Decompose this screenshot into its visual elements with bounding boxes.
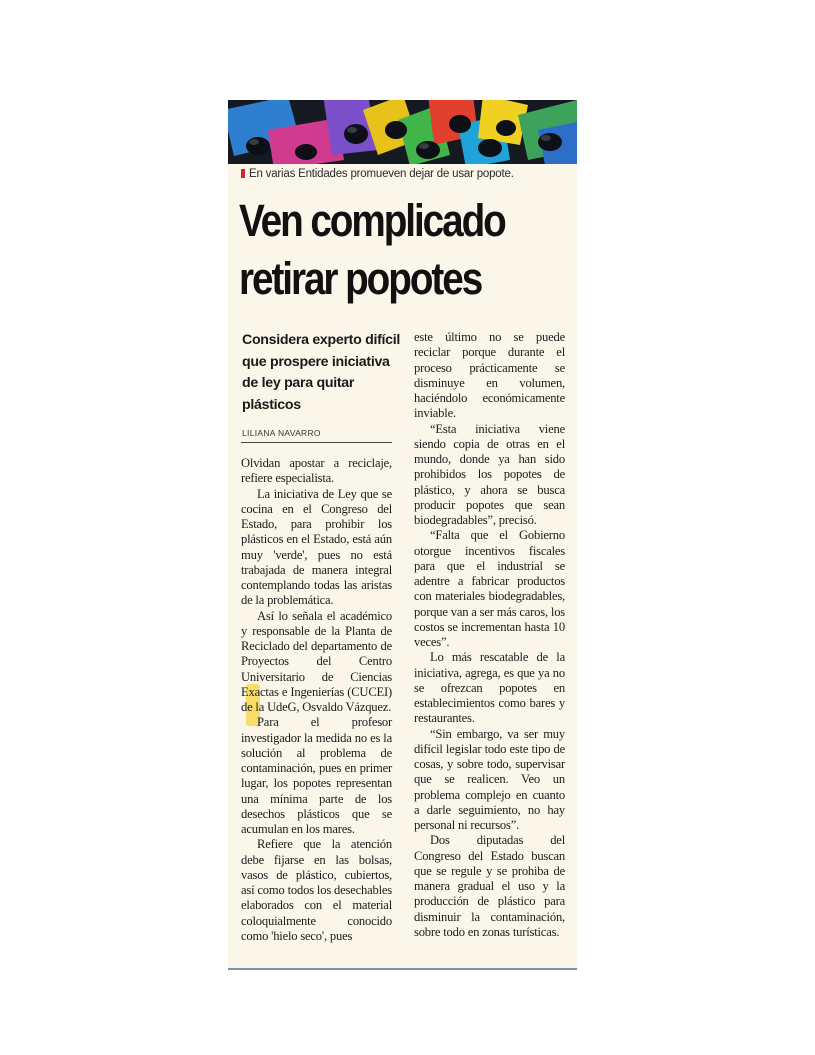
article-paragraph: “Falta que el Gobierno otorgue incentivos fiscales para que el industrial se adentre a fabricar productos con materiales biodegradables, porque van a ser más caros, los costos se incrementan hasta 10 veces”. — [414, 528, 565, 649]
photo-caption — [241, 168, 571, 180]
article-paragraph: Así lo señala el académico y responsable de la Planta de Reciclado del departamento de Proyectos del Centro Universitario de Ciencias Exactas e Ingenierías (CUCEI) de la UdeG, Osvaldo Vázquez. — [241, 608, 392, 714]
article-column-right — [414, 330, 565, 940]
article-paragraph: Para el profesor investigador la medida no es la solución al problema de contaminación, pues en primer lugar, los popotes representan una mínima parte de los desechos plásticos que se acumulan en los mares. — [241, 715, 392, 836]
article-paragraph: Olvidan apostar a reciclaje, refiere especialista. — [241, 456, 392, 486]
byline: LILIANA NAVARRO — [242, 428, 321, 438]
caption-bullet-icon — [241, 169, 245, 178]
byline-rule — [241, 442, 392, 443]
article-paragraph: Lo más rescatable de la iniciativa, agrega, es que ya no se ofrezcan popotes en establecimientos como bares y restaurantes. — [414, 650, 565, 726]
article-paragraph: “Esta iniciativa viene siendo copia de otras en el mundo, donde ya han sido prohibidos los popotes de plástico, y ahora se busca producir popotes que sean biodegradables”, precisó. — [414, 421, 565, 527]
newspaper-clipping — [228, 100, 577, 970]
straws-photo — [228, 100, 577, 164]
caption-text: En varias Entidades promueven dejar de usar popote. — [249, 168, 514, 180]
subheadline: Considera experto difícil que prospere iniciativa de ley para quitar plásticos — [242, 332, 401, 413]
article-column-left — [241, 456, 392, 944]
article-paragraph: Refiere que la atención debe fijarse en las bolsas, vasos de plástico, cubiertos, así como todos los desechables elaborados con el material coloquialmente conocido como 'hielo seco', pues — [241, 837, 392, 943]
article-paragraph: este último no se puede reciclar porque durante el proceso prácticamente se disminuye en volumen, haciéndolo económicamente inviable. — [414, 330, 565, 421]
article-paragraph: “Sin embargo, va ser muy difícil legislar todo este tipo de cosas, y sobre todo, supervisar que se realicen. Veo un problema complejo en cuanto a darle seguimiento, no hay personal ni recursos”. — [414, 726, 565, 832]
headline — [239, 192, 527, 308]
headline-line-2: retirar popotes — [239, 253, 482, 304]
article-paragraph: Dos diputadas del Congreso del Estado buscan que se regule y se prohiba de manera gradual el uso y la producción de plástico para disminuir la contaminación, sobre todo en zonas turísticas. — [414, 833, 565, 939]
article-paragraph: La iniciativa de Ley que se cocina en el Congreso del Estado, para prohibir los plásticos en el Estado, está aún muy 'verde', pues no está trabajada de manera integral contemplando todas las aristas de la problemática. — [241, 486, 392, 608]
headline-line-1: Ven complicado — [239, 195, 505, 246]
